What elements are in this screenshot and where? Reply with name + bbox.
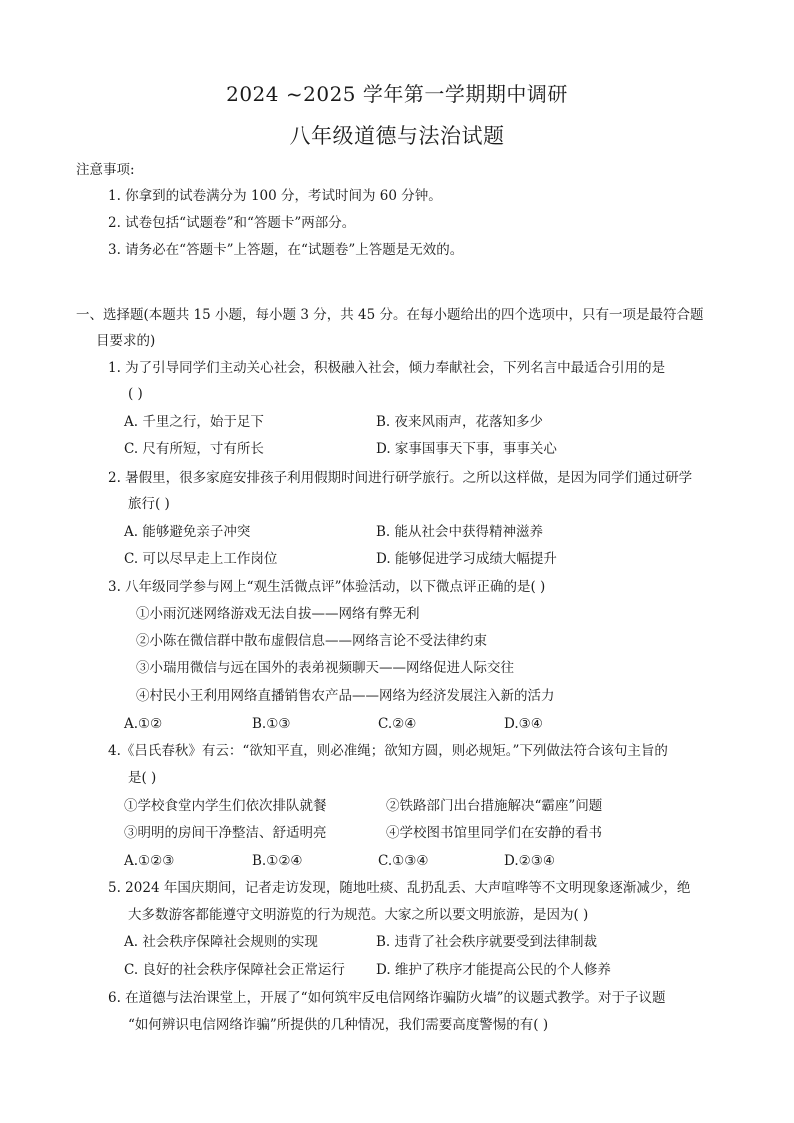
question-4-option-a: A.①②③	[124, 853, 175, 869]
question-4-stem: 4.《吕氏春秋》有云：“欲知平直，则必准绳；欲知方圆，则必规矩。”下列做法符合该句主旨的	[108, 743, 668, 759]
question-5-option-d: D. 维护了秩序才能提高公民的个人修养	[376, 962, 611, 978]
question-4-stem-cont: 是( )	[128, 770, 157, 786]
question-6-stem: 6. 在道德与法治课堂上，开展了“如何筑牢反电信网络诈骗防火墙”的议题式教学。对于子议题	[108, 990, 666, 1006]
question-5-option-c: C. 良好的社会秩序保障社会正常运行	[124, 962, 345, 978]
section-heading: 一、选择题(本题共 15 小题，每小题 3 分，共 45 分。在每小题给出的四个选项中，只有一项是最符合题	[76, 307, 704, 323]
question-1-option-d: D. 家事国事天下事，事事关心	[376, 441, 557, 457]
question-4-statement-3: ③明明的房间干净整洁、舒适明亮	[124, 825, 327, 841]
question-4-option-d: D.②③④	[504, 853, 555, 869]
question-1-stem: 1. 为了引导同学们主动关心社会，积极融入社会，倾力奉献社会，下列名言中最适合引用的是	[108, 360, 666, 376]
question-4-option-c: C.①③④	[378, 853, 429, 869]
question-2-option-a: A. 能够避免亲子冲突	[124, 524, 251, 540]
section-heading-cont: 目要求的)	[96, 333, 156, 349]
question-2-stem: 2. 暑假里，很多家庭安排孩子利用假期时间进行研学旅行。之所以这样做，是因为同学们通过研学	[108, 470, 693, 486]
question-5-stem-cont: 大多数游客都能遵守文明游览的行为规范。大家之所以要文明旅游，是因为( )	[128, 907, 589, 923]
question-4-option-b: B.①②④	[252, 853, 303, 869]
question-4-statement-1: ①学校食堂内学生们依次排队就餐	[124, 798, 327, 814]
question-2-stem-cont: 旅行( )	[128, 496, 170, 512]
question-3-option-a: A.①②	[124, 716, 163, 732]
question-1-stem-cont: ( )	[128, 386, 143, 402]
question-3-statement-3: ③小瑞用微信与远在国外的表弟视频聊天——网络促进人际交往	[136, 660, 514, 676]
question-3-option-b: B.①③	[252, 716, 291, 732]
notice-item-2: 2. 试卷包括“试题卷”和“答题卡”两部分。	[108, 215, 356, 231]
question-4-statement-2: ②铁路部门出台措施解决“霸座”问题	[386, 798, 603, 814]
notice-heading: 注意事项:	[76, 162, 135, 178]
question-6-stem-cont: “如何辨识电信网络诈骗”所提供的几种情况，我们需要高度警惕的有( )	[128, 1017, 549, 1033]
question-1-option-a: A. 千里之行，始于足下	[124, 414, 264, 430]
question-5-stem: 5. 2024 年国庆期间，记者走访发现，随地吐痰、乱扔乱丢、大声喧哗等不文明现象逐渐减少，绝	[108, 880, 691, 896]
question-3-statement-4: ④村民小王利用网络直播销售农产品——网络为经济发展注入新的活力	[136, 688, 555, 704]
question-2-option-c: C. 可以尽早走上工作岗位	[124, 551, 278, 567]
question-3-statement-2: ②小陈在微信群中散布虚假信息——网络言论不受法律约束	[136, 633, 487, 649]
question-4-statement-4: ④学校图书馆里同学们在安静的看书	[386, 825, 602, 841]
notice-item-1: 1. 你拿到的试卷满分为 100 分，考试时间为 60 分钟。	[108, 188, 442, 204]
question-5-option-a: A. 社会秩序保障社会规则的实现	[124, 934, 318, 950]
question-2-option-d: D. 能够促进学习成绩大幅提升	[376, 551, 557, 567]
question-3-option-c: C.②④	[378, 716, 417, 732]
notice-item-3: 3. 请务必在“答题卡”上答题，在“试题卷”上答题是无效的。	[108, 242, 464, 258]
question-5-option-b: B. 违背了社会秩序就要受到法律制裁	[376, 934, 598, 950]
question-3-stem: 3. 八年级同学参与网上“观生活微点评”体验活动，以下微点评正确的是( )	[108, 579, 546, 595]
exam-title-line1: 2024 ~2025 学年第一学期期中调研	[226, 82, 568, 106]
question-3-option-d: D.③④	[504, 716, 543, 732]
exam-title-line2: 八年级道德与法治试题	[289, 124, 505, 148]
question-1-option-c: C. 尺有所短，寸有所长	[124, 441, 264, 457]
question-3-statement-1: ①小雨沉迷网络游戏无法自拔——网络有弊无利	[136, 606, 420, 622]
question-2-option-b: B. 能从社会中获得精神滋养	[376, 524, 544, 540]
question-1-option-b: B. 夜来风雨声，花落知多少	[376, 414, 544, 430]
